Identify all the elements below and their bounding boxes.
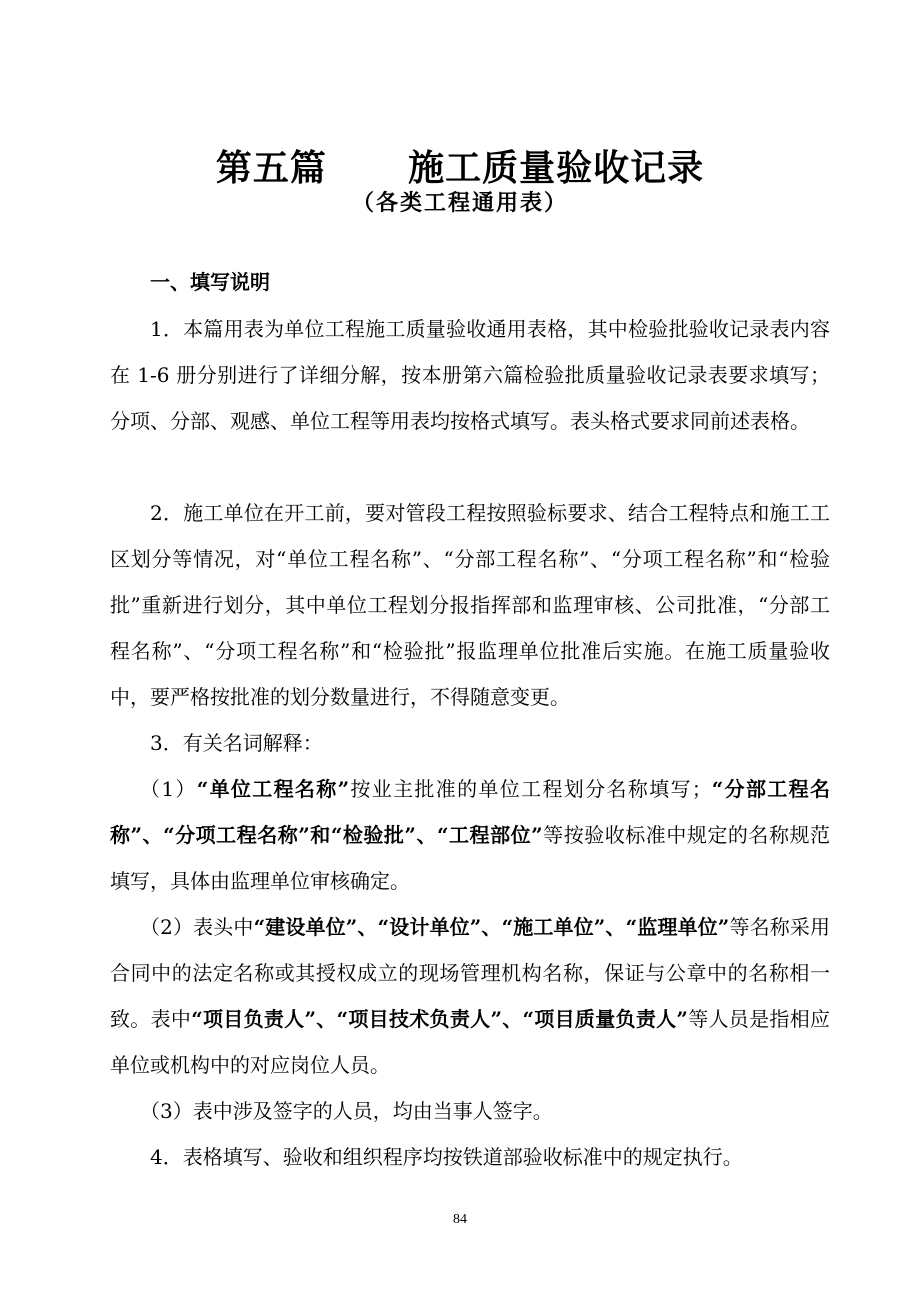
sub1-prefix: （1） <box>140 777 197 801</box>
paragraph-item-3: 3．有关名词解释： <box>150 731 323 755</box>
sub1-text-1: 按业主批准的单位工程划分名称填写； <box>349 777 712 801</box>
paragraph-sub-1 <box>110 766 830 904</box>
page-subtitle: （各类工程通用表） <box>351 190 568 216</box>
sub1-bold-1: “单位工程名称” <box>196 777 350 801</box>
sub2-text-2: 等人员是指相应单位或机构中的对应岗位人员。 <box>110 1007 830 1077</box>
page-number: 84 <box>453 1212 467 1227</box>
sub1-text-2: 等按验收标准中规定的名称规范填写，具体由监理单位审核确定。 <box>110 823 831 893</box>
section-heading: 一、填写说明 <box>150 270 270 294</box>
sub2-bold-1: “建设单位”、“设计单位”、“施工单位”、“监理单位” <box>253 915 730 939</box>
paragraph-sub-2 <box>110 904 830 1088</box>
paragraph-sub-3: （3）表中涉及签字的人员，均由当事人签字。 <box>140 1099 553 1123</box>
paragraph-item-2: 2．施工单位在开工前，要对管段工程按照验标要求、结合工程特点和施工工区划分等情况，对“单位工程名称”、“分部工程名称”、“分项工程名称”和“检验批”重新进行划分，其中单位工程划分报指挥部和监理审核、公司批准，“分部工程名称”、“分项工程名称”和“检验批”报监理单位批准后实施。在施工质量验收中，要严格按批准的划分数量进行，不得随意变更。 <box>110 501 830 709</box>
sub2-bold-2: “项目负责人”、“项目技术负责人”、“项目质量负责人” <box>191 1007 688 1031</box>
sub1-bold-2: “分部工程名称”、“分项工程名称”和“检验批”、“工程部位” <box>110 777 830 847</box>
paragraph-item-1: 1．本篇用表为单位工程施工质量验收通用表格，其中检验批验收记录表内容在 1-6 册分别进行了详细分解，按本册第六篇检验批质量验收记录表要求填写；分项、分部、观感、单位工程等用表均按格式填写。表头格式要求同前述表格。 <box>110 317 830 433</box>
sub2-text-1: 等名称采用合同中的法定名称或其授权成立的现场管理机构名称，保证与公章中的名称相一致。表中 <box>110 915 831 1031</box>
paragraph-item-4: 4．表格填写、验收和组织程序均按铁道部验收标准中的规定执行。 <box>150 1145 743 1169</box>
page-title: 第五篇 施工质量验收记录 <box>215 147 705 189</box>
sub2-prefix: （2）表头中 <box>140 915 254 939</box>
